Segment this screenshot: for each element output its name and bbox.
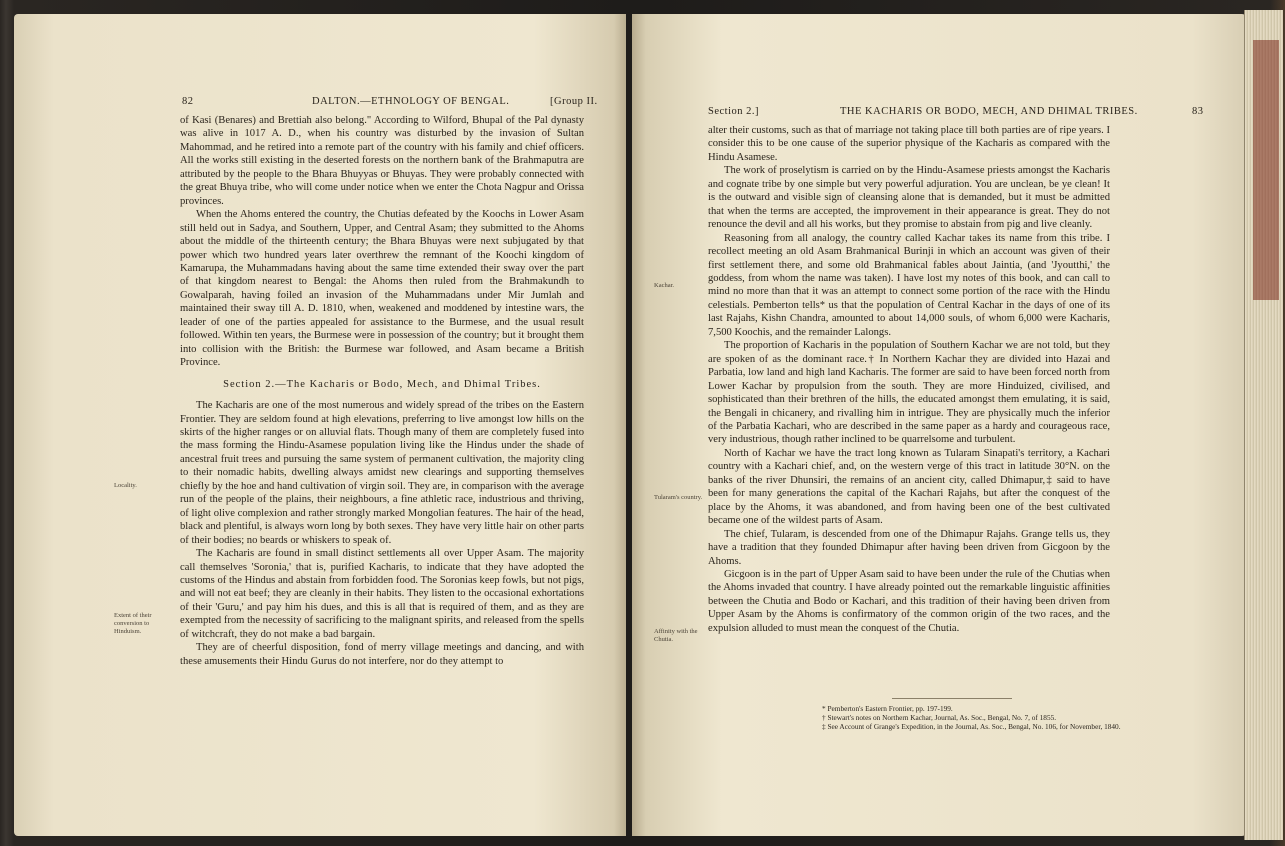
paragraph: The Kacharis are found in small distinct settlements all over Upper Asam. The majority call themselves 'Soronia,' that is, purified Kacharis, to indicate that they have adopted the customs of the Hindus and abstain from forbidden food. The Soronias keep fowls, but not pigs, and will not eat beef; they are cleanly in their habits. They listen to the occasional exhortations of their 'Guru,' and pay him his dues, and this is all that is required of them, and as they are exempted from the necessity of sacrificing to the malignant spirits, and released from the spells of witchcraft, they do not make a bad bargain. [180, 548, 584, 640]
margin-note-tularam: Tularam's country. [654, 494, 703, 501]
right-page [632, 14, 1246, 836]
left-page-text [180, 114, 584, 668]
footnote-2: † Stewart's notes on Northern Kachar, Journal, As. Soc., Bengal, No. 7, of 1855. [822, 713, 1057, 722]
footnote-3: ‡ See Account of Grange's Expedition, in the Journal, As. Soc., Bengal, No. 106, for November, 1840. [822, 722, 1121, 731]
left-running-head: DALTON.—ETHNOLOGY OF BENGAL. [312, 96, 510, 107]
paragraph: When the Ahoms entered the country, the Chutias defeated by the Koochs in Lower Asam still held out in Sadya, and Southern, Upper, and Central Asam; they submitted to the Ahoms about the middle of the thirteenth century; the Bhara Bhuyas were next subjugated by that power which two hundred years later overthrew the remnant of the Koochi kingdom of Kamarupa, the Muhammadans having about the same time extended their sway over the part of that kingdom nearest to Bengal: the Ahoms then ruled from the Brahmakundh to Gowalparah, having foiled an invasion of the Muhammadans under Mir Jumlah and maintained their sway till A. D. 1810, when, weakened and moddened by intestine wars, the leader of one of the parties appealed for assistance to the Burmese, and the usual result followed. Within ten years, the Burmese were in possession of the country; but it brought them into collision with the British: the Burmese war followed, and Asam became a British Province. [180, 209, 584, 369]
margin-note-affinity: Affinity with the Chutia. [654, 628, 698, 643]
footnote-1: * Pemberton's Eastern Frontier, pp. 197-199. [822, 704, 953, 713]
paragraph: alter their customs, such as that of marriage not taking place till both parties are of ripe years. I consider this to be one cause of the superior physique of the Kacharis as compared with the Hindu Asamese. [708, 125, 1110, 163]
paragraph: The proportion of Kacharis in the population of Southern Kachar we are not told, but they are spoken of as the dominant race.† In Northern Kachar they are divided into Hazai and Parbatia, low land and high land Kacharis. The former are said to have been forced north from Lower Kachar by propulsion from the south. They are more Hinduized, civilised, and sophisticated than their brethren of the hills, the educated amongst them emulating, it is said, the Bengali in chicanery, and rivalling him in intrigue. They are physically much the inferior of the Parbatia Kachari, who are described in the same paper as a hardy and courageous race, very industrious, though rather inclined to be quarrelsome and turbulent. [708, 340, 1110, 446]
left-page [14, 14, 626, 836]
section-heading: Section 2.—The Kacharis or Bodo, Mech, and Dhimal Tribes. [223, 378, 541, 390]
right-page-number: 83 [1192, 106, 1204, 117]
right-section-label: Section 2.] [708, 106, 759, 117]
paragraph: of Kasi (Benares) and Brettiah also belong." According to Wilford, Bhupal of the Pal dynasty was alive in 1017 A. D., when his country was disturbed by the invasion of Sultan Mahommad, and he retired into a remote part of the country with his family and chief officers. All the works still existing in the deserted forests on the northern bank of the Brahmaputra are attributed by the people to the Bhara Bhuyyas or Bhuyas. They were probably connected with the great Bhuya tribe, who will come under notice when we enter the Chota Nagpur and Orissa provinces. [180, 115, 584, 207]
paragraph: They are of cheerful disposition, fond of merry village meetings and dancing, and with these amusements their Hindu Gurus do not interfere, nor do they attempt to [180, 642, 584, 667]
footnote-rule [892, 698, 1012, 699]
left-page-number: 82 [182, 96, 194, 107]
paragraph: North of Kachar we have the tract long known as Tularam Sinapati's territory, a Kachari country with a Kachari chief, and, on the western verge of this tract in latitude 30°N. on the banks of the river Dhunsiri, the remains of an ancient city, called Dhimapur,‡ said to have been for many generations the capital of the Kachari Rajahs, but after the conquest of the place by the Ahoms, it was abandoned, and from having been one of the best cultivated became one of the wildest parts of Asam. [708, 447, 1110, 527]
paragraph: Reasoning from all analogy, the country called Kachar takes its name from this tribe. I recollect meeting an old Asam Brahmanical Burinji in which an account was given of their first settlement there, and some old Brahmanical fables about Jaintia, (and 'Jyoutthi,' the goddess, from whom the name was taken). I have lost my notes of this book, and can call to mind no more than that it was an attempt to connect some portion of the race with the Hindu celestials. Pemberton tells* us that the population of Central Kachar in the days of one of its last Rajahs, Kishn Chandra, amounted to about 14,000 souls, of whom 6,000 were Kacharis, 7,500 Koochis, and the remainder Lalongs. [708, 232, 1110, 338]
paragraph: Gicgoon is in the part of Upper Asam said to have been under the rule of the Chutias when the Ahoms invaded that country. I have already pointed out the remarkable linguistic affinities between the Chutia and Bodo or Kachari, and this tradition of their having been driven from Upper Asam by the Ahoms is confirmatory of the common origin of the two races, and the expulsion alluded to must mean the conquest of the Chutia. [708, 568, 1110, 634]
left-group-label: [Group II. [550, 96, 598, 107]
margin-note-kachar: Kachar. [654, 282, 675, 289]
right-page-text [708, 124, 1110, 635]
margin-note-locality: Locality. [114, 482, 137, 489]
paragraph: The work of proselytism is carried on by the Hindu-Asamese priests amongst the Kacharis and cognate tribe by one simple but very powerful adjuration. You are unclean, be ye clean! It is the outward and visible sign of cleansing alone that is demanded, but it must be admitted that when the terms are accepted, the improvement in their appearance is great. They do not renounce the devil and all his works, but they promise to abstain from pig and live cleanly. [708, 165, 1110, 231]
right-running-head: THE KACHARIS OR BODO, MECH, AND DHIMAL TRIBES. [840, 106, 1138, 117]
bookmark-ribbon [1253, 40, 1279, 300]
paragraph: The Kacharis are one of the most numerous and widely spread of the tribes on the Eastern Frontier. They are seldom found at high elevations, preferring to live amongst low hills on the skirts of the higher ranges or on alluvial flats. Though many of them are completely fused into the mass forming the Hindu-Asamese population living like the Hindus under the shade of ancestral fruit trees and pursuing the same system of permanent cultivation, the majority cling to their nomadic habits, dwelling always amidst new clearings and supporting themselves chiefly by the hoe and hand cultivation of virgin soil. They are, in comparison with the average run of the people of the plains, their neighbours, a fine athletic race, industrious and thriving, of light olive complexion and rather strongly marked Mongolian features. The hair of the head, black and plentiful, is always worn long by both sexes. They have very little hair on other parts of their bodies; no beards or whiskers to speak of. [180, 400, 584, 546]
paragraph: The chief, Tularam, is descended from one of the Dhimapur Rajahs. Grange tells us, they have a tradition that they founded Dhimapur after having been driven from Gicgoon by the Ahoms. [708, 528, 1110, 567]
margin-note-extent: Extent of their conversion to Hinduism. [114, 612, 152, 635]
footnotes [822, 704, 1162, 731]
